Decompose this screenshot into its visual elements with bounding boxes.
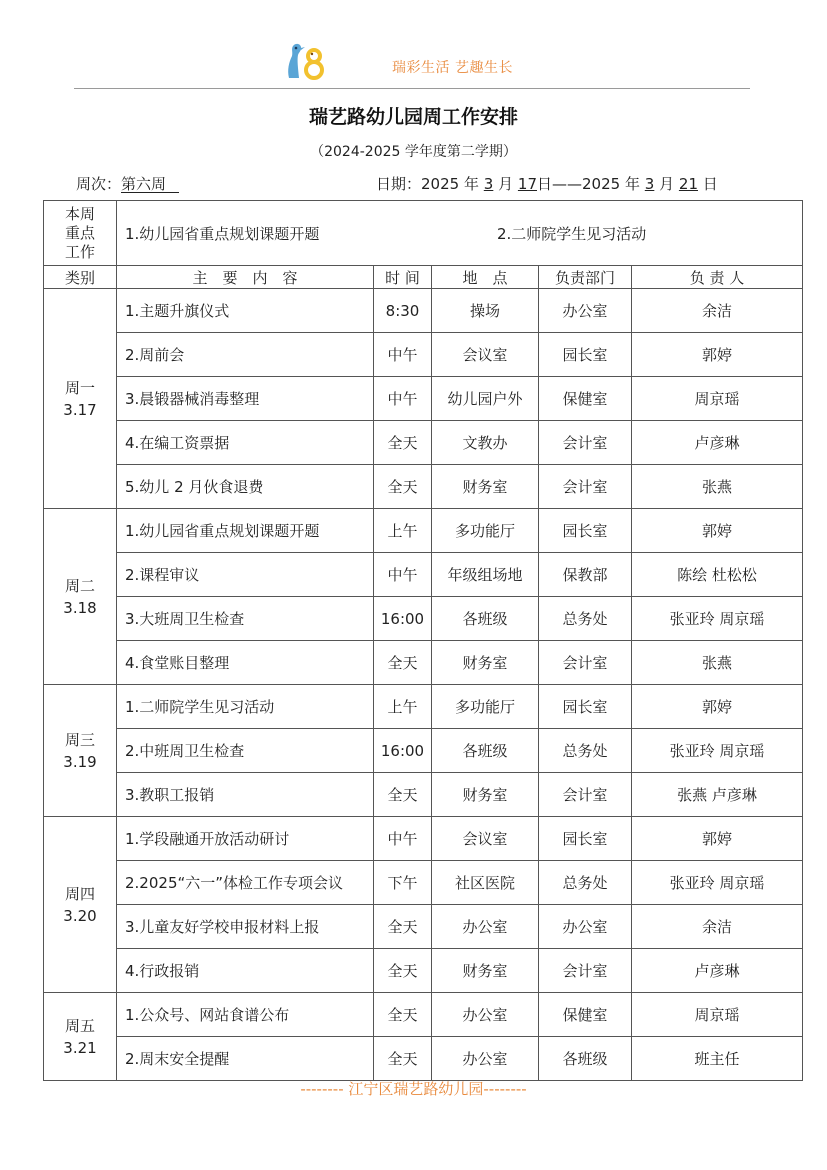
entry-place: 会议室 — [432, 333, 539, 377]
table-row — [44, 553, 803, 597]
entry-person: 卢彦琳 — [632, 421, 803, 465]
entry-person: 周京瑶 — [632, 377, 803, 421]
entry-place: 财务室 — [432, 465, 539, 509]
entry-person: 班主任 — [632, 1037, 803, 1081]
entry-content: 2.课程审议 — [117, 553, 374, 597]
page-subtitle: （2024-2025 学年度第二学期） — [310, 144, 517, 160]
table-row — [44, 641, 803, 685]
entry-dept: 会计室 — [539, 641, 632, 685]
day-name: 周四 — [64, 884, 95, 903]
date-end-month: 3 — [644, 175, 655, 193]
day-date: 3.21 — [63, 1038, 97, 1057]
focus-label — [44, 201, 117, 266]
week-label: 周次： — [76, 175, 122, 193]
entry-place: 财务室 — [432, 641, 539, 685]
table-row — [44, 993, 803, 1037]
entry-place: 社区医院 — [432, 861, 539, 905]
table-row — [44, 333, 803, 377]
date-separator: —— — [552, 175, 583, 193]
entry-person: 张燕 — [632, 641, 803, 685]
page-title: 瑞艺路幼儿园周工作安排 — [308, 106, 518, 128]
week-info — [76, 173, 179, 194]
entry-time: 中午 — [374, 377, 432, 421]
entry-place: 财务室 — [432, 949, 539, 993]
entry-dept: 办公室 — [539, 289, 632, 333]
entry-person: 郭婷 — [632, 509, 803, 553]
entry-time: 全天 — [374, 465, 432, 509]
focus-items — [117, 201, 803, 266]
entry-place: 多功能厅 — [432, 509, 539, 553]
day-name: 周一 — [64, 378, 95, 397]
entry-place: 多功能厅 — [432, 685, 539, 729]
entry-dept: 会计室 — [539, 465, 632, 509]
entry-dept: 总务处 — [539, 861, 632, 905]
entry-person: 张亚玲 周京瑶 — [632, 729, 803, 773]
entry-content: 2.周前会 — [117, 333, 374, 377]
entry-person: 郭婷 — [632, 685, 803, 729]
entry-dept: 保教部 — [539, 553, 632, 597]
entry-place: 幼儿园户外 — [432, 377, 539, 421]
table-row — [44, 817, 803, 861]
entry-person: 张燕 — [632, 465, 803, 509]
date-month-char: 月 — [498, 175, 514, 193]
entry-person: 张亚玲 周京瑶 — [632, 861, 803, 905]
entry-time: 下午 — [374, 861, 432, 905]
entry-content: 3.儿童友好学校申报材料上报 — [117, 905, 374, 949]
entry-content: 4.在编工资票据 — [117, 421, 374, 465]
entry-time: 全天 — [374, 905, 432, 949]
entry-content: 4.食堂账目整理 — [117, 641, 374, 685]
entry-content: 2.周末安全提醒 — [117, 1037, 374, 1081]
entry-person: 陈绘 杜松松 — [632, 553, 803, 597]
entry-content: 3.晨锻器械消毒整理 — [117, 377, 374, 421]
entry-person: 张亚玲 周京瑶 — [632, 597, 803, 641]
entry-dept: 总务处 — [539, 597, 632, 641]
col-header-time: 时 间 — [374, 266, 432, 289]
entry-time: 16:00 — [374, 597, 432, 641]
schedule-body — [44, 201, 803, 1081]
entry-content: 5.幼儿 2 月伙食退费 — [117, 465, 374, 509]
entry-dept: 保健室 — [539, 377, 632, 421]
table-row — [44, 421, 803, 465]
col-header-dept: 负责部门 — [539, 266, 632, 289]
header-divider — [74, 88, 750, 89]
day-date: 3.17 — [63, 400, 97, 419]
col-header-category: 类别 — [44, 266, 117, 289]
entry-content: 1.幼儿园省重点规划课题开题 — [117, 509, 374, 553]
entry-dept: 保健室 — [539, 993, 632, 1037]
page-footer: -------- 江宁区瑞艺路幼儿园-------- — [300, 1080, 527, 1098]
entry-content: 2.中班周卫生检查 — [117, 729, 374, 773]
entry-place: 会议室 — [432, 817, 539, 861]
entry-content: 3.大班周卫生检查 — [117, 597, 374, 641]
focus-row — [44, 201, 803, 266]
entry-dept: 会计室 — [539, 773, 632, 817]
entry-content: 4.行政报销 — [117, 949, 374, 993]
entry-content: 3.教职工报销 — [117, 773, 374, 817]
day-date: 3.20 — [63, 906, 97, 925]
date-day-char-2: 日 — [702, 175, 718, 193]
col-header-person: 负 责 人 — [632, 266, 803, 289]
col-header-place: 地 点 — [432, 266, 539, 289]
entry-place: 各班级 — [432, 729, 539, 773]
day-cell — [44, 509, 117, 685]
entry-time: 16:00 — [374, 729, 432, 773]
entry-person: 卢彦琳 — [632, 949, 803, 993]
focus-item-1: 1.幼儿园省重点规划课题开题 — [125, 224, 320, 243]
day-cell — [44, 289, 117, 509]
entry-dept: 会计室 — [539, 421, 632, 465]
entry-dept: 各班级 — [539, 1037, 632, 1081]
table-row — [44, 465, 803, 509]
focus-label-text: 本周重点工作 — [64, 204, 95, 261]
col-header-content: 主 要 内 容 — [117, 266, 374, 289]
entry-place: 办公室 — [432, 1037, 539, 1081]
entry-time: 全天 — [374, 773, 432, 817]
entry-person: 余洁 — [632, 905, 803, 949]
table-row — [44, 1037, 803, 1081]
day-cell — [44, 993, 117, 1081]
table-row — [44, 773, 803, 817]
date-day-char: 日 — [537, 175, 553, 193]
table-row — [44, 729, 803, 773]
day-name: 周二 — [64, 576, 95, 595]
schedule-table — [43, 200, 803, 1081]
entry-person: 郭婷 — [632, 333, 803, 377]
entry-time: 中午 — [374, 817, 432, 861]
entry-dept: 总务处 — [539, 729, 632, 773]
entry-place: 操场 — [432, 289, 539, 333]
date-start-month: 3 — [483, 175, 494, 193]
day-name: 周三 — [64, 730, 95, 749]
entry-time: 全天 — [374, 421, 432, 465]
entry-person: 周京瑶 — [632, 993, 803, 1037]
table-row — [44, 861, 803, 905]
entry-dept: 会计室 — [539, 949, 632, 993]
entry-time: 全天 — [374, 1037, 432, 1081]
entry-place: 文教办 — [432, 421, 539, 465]
entry-time: 全天 — [374, 641, 432, 685]
table-row — [44, 905, 803, 949]
focus-item-2: 2.二师院学生见习活动 — [497, 224, 647, 243]
date-month-char-2: 月 — [659, 175, 675, 193]
table-row — [44, 377, 803, 421]
day-date: 3.19 — [63, 752, 97, 771]
table-row — [44, 509, 803, 553]
entry-place: 各班级 — [432, 597, 539, 641]
entry-dept: 园长室 — [539, 817, 632, 861]
table-row — [44, 685, 803, 729]
week-value: 第六周 — [121, 176, 179, 193]
entry-content: 1.公众号、网站食谱公布 — [117, 993, 374, 1037]
date-start-day: 17 — [517, 175, 537, 193]
date-start-year: 2025 — [421, 175, 460, 193]
entry-person: 余洁 — [632, 289, 803, 333]
date-year-char-2: 年 — [624, 175, 640, 193]
day-cell — [44, 817, 117, 993]
entry-person: 郭婷 — [632, 817, 803, 861]
header-slogan: 瑞彩生活 艺趣生长 — [392, 60, 513, 76]
entry-time: 中午 — [374, 333, 432, 377]
table-row — [44, 289, 803, 333]
day-date: 3.18 — [63, 598, 97, 617]
entry-content: 1.主题升旗仪式 — [117, 289, 374, 333]
entry-person: 张燕 卢彦琳 — [632, 773, 803, 817]
entry-time: 8:30 — [374, 289, 432, 333]
date-end-year: 2025 — [582, 175, 621, 193]
entry-time: 全天 — [374, 993, 432, 1037]
table-row — [44, 597, 803, 641]
entry-content: 2.2025“六一”体检工作专项会议 — [117, 861, 374, 905]
entry-place: 办公室 — [432, 993, 539, 1037]
entry-dept: 办公室 — [539, 905, 632, 949]
entry-time: 中午 — [374, 553, 432, 597]
day-cell — [44, 685, 117, 817]
entry-content: 1.学段融通开放活动研讨 — [117, 817, 374, 861]
date-label: 日期： — [376, 175, 422, 193]
entry-content: 1.二师院学生见习活动 — [117, 685, 374, 729]
entry-time: 上午 — [374, 509, 432, 553]
table-row — [44, 949, 803, 993]
date-range — [376, 173, 718, 194]
table-header-row — [44, 266, 803, 289]
entry-dept: 园长室 — [539, 685, 632, 729]
date-year-char: 年 — [463, 175, 479, 193]
date-end-day: 21 — [678, 175, 698, 193]
entry-dept: 园长室 — [539, 333, 632, 377]
entry-time: 全天 — [374, 949, 432, 993]
day-name: 周五 — [64, 1016, 95, 1035]
kindergarten-logo-icon — [283, 40, 325, 80]
entry-place: 财务室 — [432, 773, 539, 817]
entry-time: 上午 — [374, 685, 432, 729]
entry-place: 年级组场地 — [432, 553, 539, 597]
entry-dept: 园长室 — [539, 509, 632, 553]
entry-place: 办公室 — [432, 905, 539, 949]
